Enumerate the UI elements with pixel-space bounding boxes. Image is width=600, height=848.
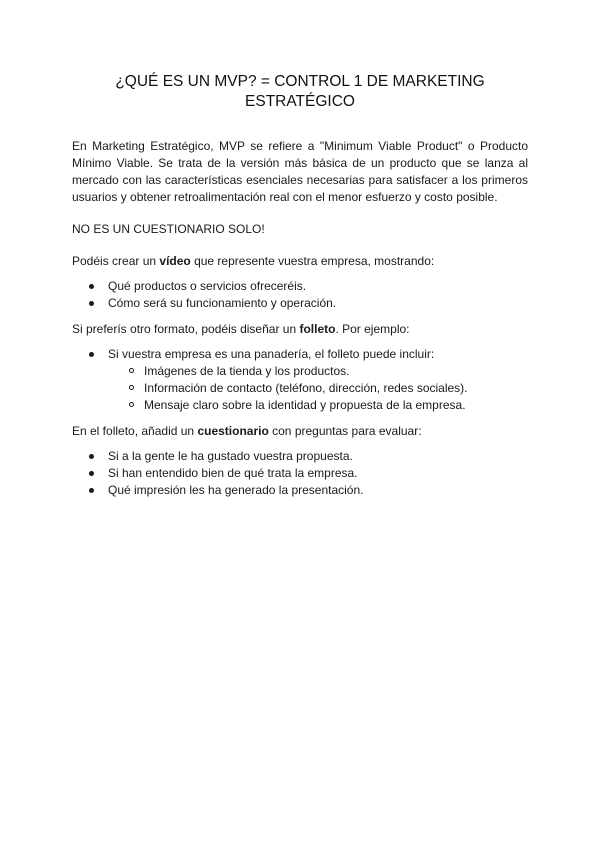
list-item-text: Si han entendido bien de qué trata la empresa. xyxy=(108,466,358,480)
bullet-dot-icon xyxy=(89,352,94,357)
folleto-bold-word: folleto xyxy=(299,322,336,336)
sub-list-item xyxy=(108,363,528,380)
list-item xyxy=(72,482,528,499)
bullet-dot-icon xyxy=(89,471,94,476)
list-item xyxy=(72,278,528,295)
bullet-circle-icon xyxy=(129,385,134,390)
sub-list-item-text: Información de contacto (teléfono, dirección, redes sociales). xyxy=(144,381,468,395)
list-item-text: Cómo será su funcionamiento y operación. xyxy=(108,296,337,310)
list-item-text: Qué impresión les ha generado la presentación. xyxy=(108,483,364,497)
cuestionario-bullet-list xyxy=(72,448,528,499)
sub-list-item-text: Imágenes de la tienda y los productos. xyxy=(144,364,350,378)
list-item-text: Si a la gente le ha gustado vuestra propuesta. xyxy=(108,449,353,463)
cuestionario-text-after: con preguntas para evaluar: xyxy=(268,424,422,438)
folleto-paragraph xyxy=(72,321,528,338)
bullet-dot-icon xyxy=(89,284,94,289)
list-item xyxy=(72,346,528,414)
bullet-dot-icon xyxy=(89,301,94,306)
bullet-dot-icon xyxy=(89,488,94,493)
sub-list-item xyxy=(108,397,528,414)
video-bold-word: vídeo xyxy=(159,254,191,268)
cuestionario-text-before: En el folleto, añadid un xyxy=(72,424,198,438)
intro-paragraph: En Marketing Estratégico, MVP se refiere a "Minimum Viable Product" o Producto Mínimo Viable. Se trata de la versión más básica de un producto que se lanza al mercado con las características esenciales necesarias para satisfacer a los primeros usuarios y obtener retroalimentación real con el menor esfuerzo y costo posible. xyxy=(72,139,528,204)
video-text-before: Podéis crear un xyxy=(72,254,160,268)
sub-list-item xyxy=(108,380,528,397)
bullet-dot-icon xyxy=(89,454,94,459)
folleto-bullet-list xyxy=(72,346,528,414)
list-item-text: Si vuestra empresa es una panadería, el folleto puede incluir: xyxy=(108,347,435,361)
cuestionario-bold-word: cuestionario xyxy=(197,424,269,438)
bullet-circle-icon xyxy=(129,402,134,407)
list-item-text: Qué productos o servicios ofreceréis. xyxy=(108,279,307,293)
folleto-text-after: . Por ejemplo: xyxy=(335,322,410,336)
document-title: ¿QUÉ ES UN MVP? = CONTROL 1 DE MARKETING ESTRATÉGICO xyxy=(115,73,485,110)
list-item xyxy=(72,448,528,465)
cuestionario-paragraph xyxy=(72,423,528,440)
video-paragraph xyxy=(72,253,528,270)
bullet-circle-icon xyxy=(129,368,134,373)
list-item xyxy=(72,295,528,312)
sub-list-item-text: Mensaje claro sobre la identidad y propuesta de la empresa. xyxy=(144,398,466,412)
folleto-sub-list xyxy=(108,363,528,414)
video-bullet-list xyxy=(72,278,528,312)
list-item xyxy=(72,465,528,482)
folleto-text-before: Si preferís otro formato, podéis diseñar un xyxy=(72,322,300,336)
video-text-after: que represente vuestra empresa, mostrando: xyxy=(190,254,435,268)
notice-text: NO ES UN CUESTIONARIO SOLO! xyxy=(72,222,265,236)
